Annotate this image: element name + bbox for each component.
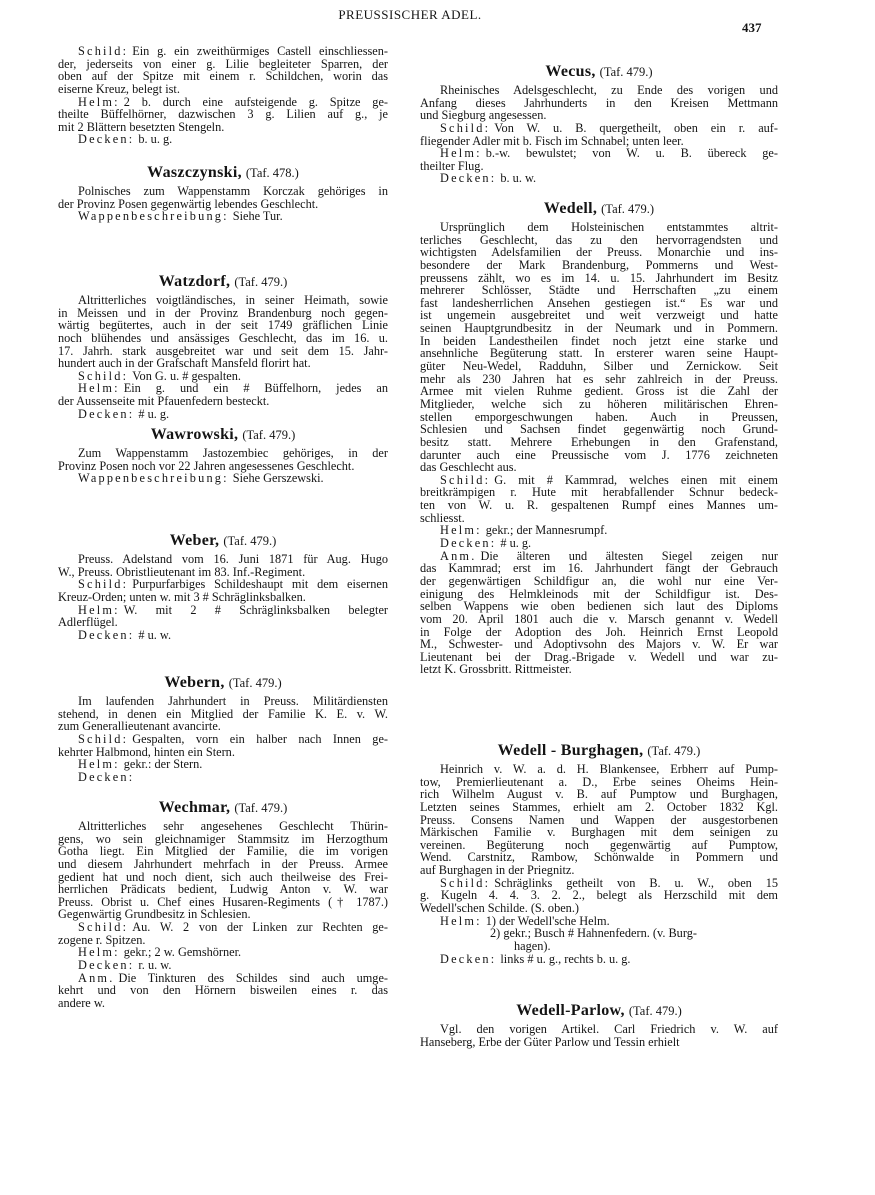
plate-reference: (Taf. 479.) [242,428,296,442]
line-text: andere w. [58,995,105,1010]
field-label: Wappenbeschreibung: [78,209,229,224]
entry [420,1001,778,1048]
line-text: Wedell'schen Schilde. (S. oben.) [420,901,579,916]
line-text: gens, wo sein gleichnamiger Stammsitz im Herzogthum [58,831,388,846]
line-text: selben Wappens wie oben bedienen sich laut des Diploms [420,599,778,614]
field-label: Schild: [440,875,491,890]
line-text: # u. g. [500,536,532,551]
entry [58,531,388,641]
line-text: Zum Wappenstamm Jastozembiec gehöriges, in der [78,446,388,460]
line-text: Gespalten, vorn ein halber nach Innen ge- [132,731,388,746]
entry-heading [420,199,778,221]
text-line [58,771,388,784]
line-text: Gegenwärtig Grundbesitz in Schlesien. [58,907,251,922]
line-text: und Siegburg angesessen. [420,108,547,123]
line-text: Schräglinks getheilt von B. u. W., oben 15 [494,875,778,890]
line-text: schliesst. [420,510,465,525]
line-text: Preuss. Obrist u. Chef eines Husaren-Regiments († 1787.) [58,894,388,909]
line-text: stehend, in denen ein Mitglied der Familie K. E. v. W. [58,706,388,721]
line-text: das Geschlecht aus. [420,460,517,475]
text-line [420,953,778,966]
field-label: Anm. [78,970,115,985]
line-text: b. u. g. [138,132,173,147]
line-text: fast landesherrlichen Ansehen gestiegen ist.“ Es war und [420,295,778,310]
line-text: das Kammrad; erst im 16. Jahrhundert fängt der Gebrauch [420,561,778,576]
plate-reference: (Taf. 479.) [228,676,282,690]
field-label: Schild: [440,472,491,487]
text-line [58,395,388,408]
line-text: der Provinz Posen gegenwärtig lebendes Geschlecht. [58,196,319,211]
family-name: Watzdorf, [158,273,231,290]
line-text: In beiden Landestheilen findet noch jetzt eine starke und [420,333,778,348]
text-line [58,984,388,997]
entry-heading [58,272,388,294]
line-text: letzt K. Grossbritt. Rittmeister. [420,662,572,677]
page-number: 437 [742,20,762,35]
text-line [58,133,388,146]
field-label: Helm: [78,757,120,772]
line-text: kehrter Halbmond, hinten ein Stern. [58,744,235,759]
plate-reference: (Taf. 479.) [601,202,655,216]
line-text: ist ungemein ausgebreitet und weit verzweigt und hatte [420,308,778,323]
line-text: Kreuz-Orden; unten w. mit 3 # Schräglinksbalken. [58,589,306,604]
family-name: Weber, [169,532,220,549]
line-text: der, jederseits von einer g. Lilie begleiteter Sparren, der [58,56,388,71]
field-label: Helm: [440,146,482,161]
text-line [58,408,388,421]
plate-reference: (Taf. 479.) [223,534,277,548]
entry [420,741,778,965]
text-line [420,172,778,185]
field-label: Decken: [78,406,135,421]
field-label: Decken: [78,132,135,147]
field-label: Schild: [440,120,491,135]
line-text: zogene r. Spitzen. [58,932,146,947]
line-text: darunter auch eine Preussische vom J. 1776 zeichneten [420,447,778,462]
text-line [58,210,388,223]
entry-heading [58,163,388,185]
line-text: Armee mit vielen Ruhme gedient. Gross ist die Zahl der [420,384,778,399]
plate-reference: (Taf. 479.) [234,801,288,815]
line-text: herrlichen Prädicats bedient, Ludwig Anton v. W. war [58,882,388,897]
line-text: Die Tinkturen des Schildes sind auch umge- [118,970,388,985]
entry [58,163,388,223]
line-text: 17. Jahrh. stark ausgebreitet war und seit dem 15. Jahr- [58,343,388,358]
field-label: Schild: [78,368,129,383]
family-name: Wecus, [545,63,596,80]
line-text: Preuss. Adelstand vom 16. Juni 1871 für Aug. Hugo [78,552,388,566]
plate-reference: (Taf. 479.) [647,744,701,758]
field-label: Helm: [78,945,120,960]
line-text: Altritterliches sehr angesehenes Geschlecht Thürin- [78,819,388,833]
line-text: hundert auch in der Grafschaft Mansfeld florirt hat. [58,356,311,371]
line-text: W., Preuss. Obristlieutenant im 83. Inf.-Regiment. [58,564,306,579]
line-text: oben auf der Spitze mit einem r. Schildchen, worin das [58,69,388,84]
plate-reference: (Taf. 479.) [628,1004,682,1018]
line-text: und diesem Jahrhundert mehrfach in der Preuss. Armee [58,856,388,871]
entry [58,425,388,485]
entry [58,673,388,783]
line-text: hagen). [514,938,551,953]
line-text: Purpurfarbiges Schildeshaupt mit dem eisernen [132,577,388,592]
text-line [58,472,388,485]
entry [420,199,778,676]
family-name: Wedell, [543,200,598,217]
line-text: Rheinisches Adelsgeschlecht, zu Ende des vorigen und [440,83,778,97]
line-text: Provinz Posen noch vor 22 Jahren angesessenes Geschlecht. [58,458,355,473]
line-text: auf Burghagen in der Priegnitz. [420,863,575,878]
text-line [58,997,388,1010]
line-text: # u. w. [138,627,172,642]
line-text: der Aussenseite mit Pfauenfedern besteckt. [58,394,270,409]
line-text: Siehe Tur. [232,209,283,224]
line-text: preussens zählt, wo es im 14. u. 15. Jahrhundert im Besitz [420,270,778,285]
line-text: wichtigsten Adelsfamilien der Preuss. Monarchie und ins- [420,245,778,260]
line-text: b.-w. bewulstet; von W. u. B. übereck ge- [485,146,778,161]
plate-reference: (Taf. 479.) [599,65,653,79]
line-text: mit 2 Blättern besetzten Stengeln. [58,119,225,134]
line-text: vom 20. April 1801 auch die v. Marsch genannt v. Wedell [420,611,778,626]
line-text: fliegender Adler mit b. Fisch im Schnabel; unten leer. [420,133,684,148]
line-text: terliches Geschlecht, das zu den hervorragendsten und [420,232,778,247]
family-name: Wedell-Parlow, [516,1002,625,1019]
field-label: Schild: [78,577,129,592]
line-text: Siehe Gerszewski. [232,471,324,486]
field-label: Helm: [440,523,482,538]
line-text: W. mit 2 # Schräglinksbalken belegter [123,602,388,617]
plate-reference: (Taf. 479.) [234,275,288,289]
field-label: Helm: [78,94,120,109]
line-text: zum Generallieutenant avancirte. [58,719,221,734]
field-label: Decken: [78,958,135,973]
running-header: PREUSSISCHER ADEL. [338,7,482,22]
line-text: Lieutenant bei der Drag.-Brigade v. Wedell und war zu- [420,649,778,664]
line-text: Von W. u. B. quergetheilt, oben ein r. auf- [494,120,778,135]
line-text: Ein g. und ein # Büffelhorn, jedes an [123,381,388,396]
field-label: Helm: [440,913,482,928]
line-text: tow, Premierlieutenant a. D., Erbe seines Oheims Hein- [420,774,778,789]
line-text: eiserne Kreuz, belegt ist. [58,81,180,96]
line-text: ansehnliche Begüterung statt. In ersterer waren seine Haupt- [420,346,778,361]
entry-heading [58,425,388,447]
line-text: Anfang dieses Jahrhunderts in den Kreisen Mettmann [420,95,778,110]
text-line [420,927,778,940]
line-text: ten von W. u. R. gespaltenen Rumpf eines Mannes um- [420,498,778,513]
line-text: Hanseberg, Erbe der Güter Parlow und Tessin erhielt [420,1034,680,1049]
line-text: mehr als 230 Jahren hat es sehr zahlreich in der Preuss. [420,371,778,386]
line-text: 2) gekr.; Busch # Hahnenfedern. (v. Burg- [490,926,697,941]
line-text: in Folge der Adoption des Joh. Heinrich Ernst Leopold [420,624,778,639]
field-label: Decken: [440,171,497,186]
field-label: Decken: [78,769,135,784]
line-text: G. mit # Kammrad, welches einen mit einem [494,472,778,487]
entry [58,45,388,146]
line-text: wärtig begütertes, auch in der seit 1749 gräflichen Linie [58,318,388,333]
line-text: b. u. w. [500,171,537,186]
text-line [420,663,778,676]
line-text: M., Schwester- und Adoptivsohn des Majors v. W. Er war [420,637,778,652]
family-name: Wawrowski, [150,426,239,443]
family-name: Waszczynski, [147,164,242,181]
line-text: güter Neu-Wedel, Radduhn, Silber und Zernickow. Seit [420,359,778,374]
line-text: Die älteren und ältesten Siegel zeigen nur [480,548,778,563]
entry-heading [420,1001,778,1023]
line-text: der gegenwärtigen Schildfigur an, die wohl nur eine Ver- [420,573,778,588]
field-label: Anm. [440,548,477,563]
line-text: Preuss. Consens Namen und Wappen der ausgestorbenen [420,812,778,827]
field-label: Decken: [78,627,135,642]
line-text: Letzten seines Stammes, erhielt am 2. October 1832 Kgl. [420,799,778,814]
line-text: rich Wilhelm August v. B. auf Pumptow und Burghagen, [420,787,778,802]
line-text: gekr.: der Stern. [123,757,203,772]
field-label: Decken: [440,536,497,551]
field-label: Helm: [78,381,120,396]
line-text: Märkischen Familie v. Burghagen mit dem seinigen zu [420,825,778,840]
plate-reference: (Taf. 478.) [245,166,299,180]
line-text: Vgl. den vorigen Artikel. Carl Friedrich v. W. auf [440,1022,778,1036]
entry [420,62,778,185]
field-label: Schild: [78,44,129,58]
text-line [58,629,388,642]
line-text: mehrerer Schlösser, Städte und Herrschaften „zu einem [420,283,778,298]
line-text: 1) der Wedell'sche Helm. [485,913,610,928]
entry-heading [420,741,778,763]
line-text: gedient hat und noch dient, sich auch theilweise des Frei- [58,869,388,884]
line-text: Heinrich v. W. a. d. H. Blankensee, Erbherr auf Pump- [440,762,778,776]
line-text: Altritterliches voigtländisches, in seiner Heimath, sowie [78,293,388,307]
line-text: theilte Büffelhörner, dazwischen 3 g. Lilien auf g., je [58,107,388,122]
line-text: vereinen. Begüterung noch gegenwärtig auf Pumptow, [420,837,778,852]
line-text: kehrt und von den Hörnern bisweilen eines r. das [58,983,388,998]
line-text: besondere der Mark Brandenburg, Pommerns und West- [420,257,778,272]
line-text: theilter Flug. [420,158,484,173]
line-text: in Meissen und in der Provinz Brandenburg noch gegen- [58,305,388,320]
line-text: Ein g. ein zweithürmiges Castell einschliessen- [132,44,388,58]
line-text: gekr.; der Mannesrumpf. [485,523,608,538]
line-text: r. u. w. [138,958,172,973]
line-text: stellen emporgeschwungen haben. Auch in Preussen, [420,409,778,424]
entry [58,272,388,420]
line-text: Wend. Carstnitz, Rambow, Schönwalde in Pommern und [420,850,778,865]
text-line [58,758,388,771]
text-line [420,1036,778,1049]
line-text: # u. g. [138,406,170,421]
field-label: Wappenbeschreibung: [78,471,229,486]
line-text: g. Kugeln 4. 4. 3. 2. 2., belegt als Herzschild mit dem [420,888,778,903]
line-text: Von G. u. # gespalten. [132,368,241,383]
entry-heading [58,798,388,820]
line-text: 2 b. durch eine aufsteigende g. Spitze ge- [123,94,388,109]
line-text: Polnisches zum Wappenstamm Korczak gehöriges in [78,184,388,198]
line-text: Gotha liegt. Ein Mitglied der Familie, die im vorigen [58,844,388,859]
family-name: Wedell - Burghagen, [497,742,644,759]
line-text: Mitglieder, welche sich zu höheren militärischen Ehren- [420,396,778,411]
line-text: Schlesien und Sachsen findet gegenwärtig noch Grund- [420,422,778,437]
entry-heading [58,673,388,695]
text-line [420,499,778,512]
entry [58,798,388,1010]
family-name: Wechmar, [158,799,231,816]
line-text: Au. W. 2 von der Linken zur Rechten ge- [132,920,388,935]
field-label: Decken: [440,951,497,966]
line-text: besitz statt. Mehrere Erhebungen in den Grafenstand, [420,434,778,449]
field-label: Helm: [78,602,120,617]
entry-heading [420,62,778,84]
field-label: Schild: [78,731,129,746]
line-text: breitkrämpigen r. Hute mit herabfallender Schnur bedeck- [420,485,778,500]
line-text: einigung des Helmkleinods mit der Schildfigur ist. Des- [420,586,778,601]
field-label: Schild: [78,920,129,935]
line-text: noch blühendes und ansässiges Geschlecht, das im 16. u. [58,330,388,345]
family-name: Webern, [164,674,225,691]
text-line [58,616,388,629]
line-text: seinen Hauptgrundbesitz in der Neumark und in Pommern. [420,321,778,336]
entry-heading [58,531,388,553]
line-text: links # u. g., rechts b. u. g. [500,951,631,966]
line-text: gekr.; 2 w. Gemshörner. [123,945,242,960]
line-text: Ursprünglich dem Holsteinischen entstammtes altrit- [440,220,778,234]
line-text: Im laufenden Jahrhundert in Preuss. Militärdiensten [78,694,388,708]
line-text: Adlerflügel. [58,615,118,630]
